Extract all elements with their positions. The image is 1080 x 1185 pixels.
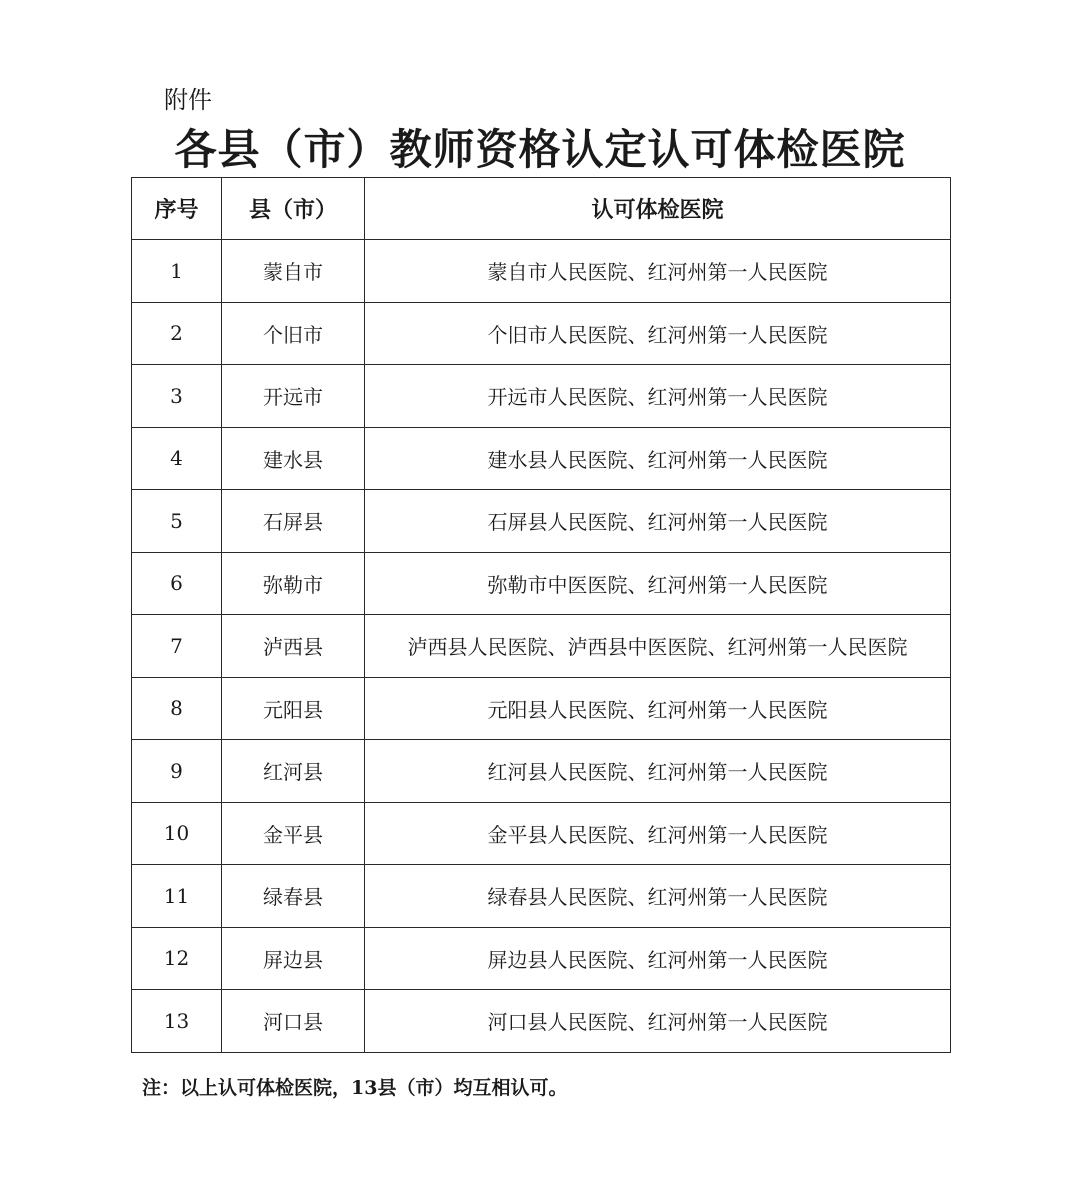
row-index: 12 (132, 927, 222, 990)
table-row (132, 615, 951, 678)
footnote: 注：以上认可体检医院，13县（市）均互相认可。 (142, 1077, 568, 1099)
row-index: 10 (132, 802, 222, 865)
header-index: 序号 (132, 178, 222, 240)
table-row (132, 927, 951, 990)
table-row (132, 427, 951, 490)
row-index: 11 (132, 865, 222, 928)
row-county: 屏边县 (222, 927, 365, 990)
table-header-row (132, 178, 951, 240)
row-index: 5 (132, 490, 222, 553)
row-county: 泸西县 (222, 615, 365, 678)
row-hospitals: 金平县人民医院、红河州第一人民医院 (365, 802, 951, 865)
row-county: 个旧市 (222, 302, 365, 365)
table-row (132, 802, 951, 865)
table-row (132, 302, 951, 365)
table-row (132, 740, 951, 803)
row-county: 河口县 (222, 990, 365, 1053)
row-hospitals: 河口县人民医院、红河州第一人民医院 (365, 990, 951, 1053)
row-index: 13 (132, 990, 222, 1053)
row-index: 3 (132, 365, 222, 428)
table-row (132, 990, 951, 1053)
row-index: 1 (132, 240, 222, 303)
table-row (132, 552, 951, 615)
hospital-table (131, 177, 951, 1053)
header-hospitals: 认可体检医院 (365, 178, 951, 240)
table-row (132, 365, 951, 428)
row-county: 元阳县 (222, 677, 365, 740)
row-index: 6 (132, 552, 222, 615)
row-county: 红河县 (222, 740, 365, 803)
row-hospitals: 弥勒市中医医院、红河州第一人民医院 (365, 552, 951, 615)
row-county: 建水县 (222, 427, 365, 490)
row-county: 弥勒市 (222, 552, 365, 615)
row-index: 4 (132, 427, 222, 490)
row-county: 蒙自市 (222, 240, 365, 303)
row-hospitals: 蒙自市人民医院、红河州第一人民医院 (365, 240, 951, 303)
annex-label: 附件 (164, 86, 212, 114)
table-row (132, 240, 951, 303)
table-row (132, 865, 951, 928)
row-county: 开远市 (222, 365, 365, 428)
table-row (132, 677, 951, 740)
row-county: 金平县 (222, 802, 365, 865)
document-title: 各县（市）教师资格认定认可体检医院 (174, 125, 906, 174)
row-county: 石屏县 (222, 490, 365, 553)
row-hospitals: 石屏县人民医院、红河州第一人民医院 (365, 490, 951, 553)
row-index: 8 (132, 677, 222, 740)
row-index: 7 (132, 615, 222, 678)
row-hospitals: 屏边县人民医院、红河州第一人民医院 (365, 927, 951, 990)
row-hospitals: 元阳县人民医院、红河州第一人民医院 (365, 677, 951, 740)
row-hospitals: 个旧市人民医院、红河州第一人民医院 (365, 302, 951, 365)
row-index: 9 (132, 740, 222, 803)
row-hospitals: 建水县人民医院、红河州第一人民医院 (365, 427, 951, 490)
table-row (132, 490, 951, 553)
row-hospitals: 红河县人民医院、红河州第一人民医院 (365, 740, 951, 803)
row-hospitals: 开远市人民医院、红河州第一人民医院 (365, 365, 951, 428)
row-hospitals: 泸西县人民医院、泸西县中医医院、红河州第一人民医院 (365, 615, 951, 678)
header-county: 县（市） (222, 178, 365, 240)
row-hospitals: 绿春县人民医院、红河州第一人民医院 (365, 865, 951, 928)
row-index: 2 (132, 302, 222, 365)
row-county: 绿春县 (222, 865, 365, 928)
